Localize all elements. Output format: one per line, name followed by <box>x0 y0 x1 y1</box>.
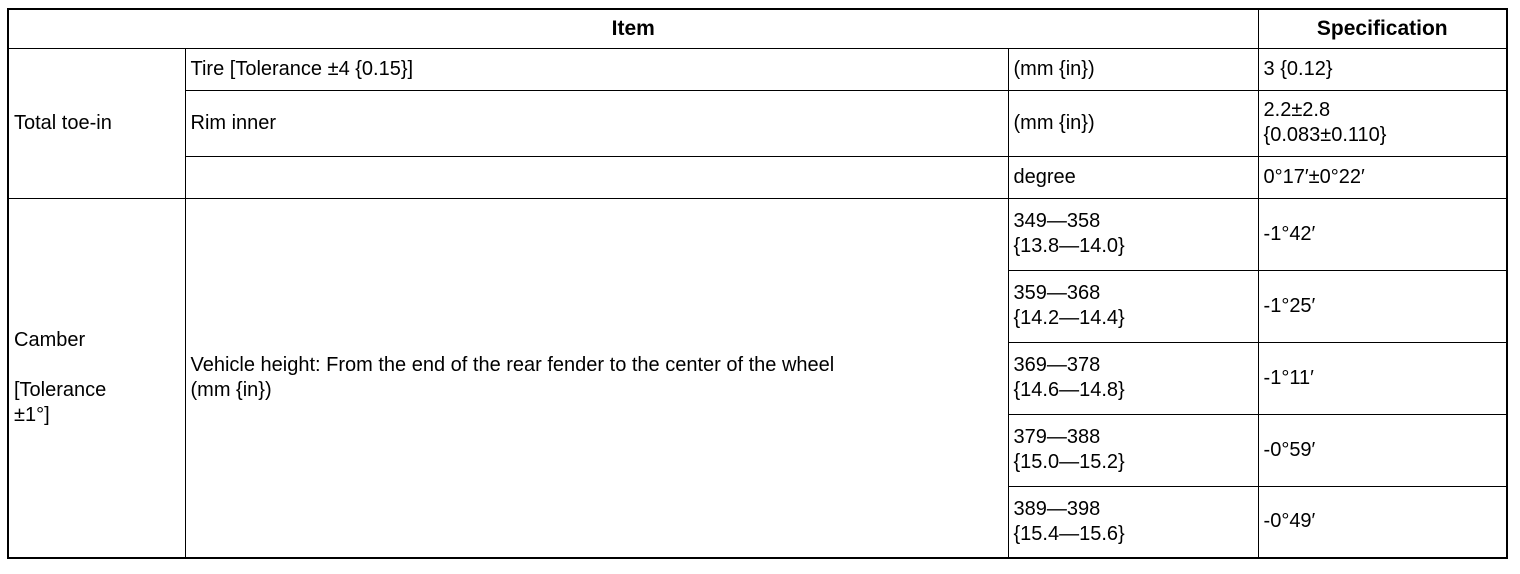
camber-range-cell <box>1008 486 1258 558</box>
rim-spec-line1: 2.2±2.8 <box>1263 99 1331 121</box>
camber-range: 349—358 <box>1013 210 1101 232</box>
camber-spec: -0°59′ <box>1258 414 1507 486</box>
camber-spec: -1°25′ <box>1258 270 1507 342</box>
camber-range-cell <box>1008 270 1258 342</box>
camber-label: Camber <box>14 328 86 351</box>
rim-item: Rim inner <box>185 90 1008 156</box>
rim-spec-line2: {0.083±0.110} <box>1263 124 1387 146</box>
camber-range: 389—398 <box>1013 497 1101 520</box>
camber-tolerance-line1: [Tolerance <box>14 378 107 401</box>
toe-in-rim-row <box>8 90 1507 156</box>
degree-spec: 0°17′±0°22′ <box>1258 156 1507 198</box>
camber-spec: -1°42′ <box>1258 198 1507 270</box>
camber-item-cell <box>185 198 1008 558</box>
camber-range-in: {14.6—14.8} <box>1013 379 1125 401</box>
tire-unit: (mm {in}) <box>1008 48 1258 90</box>
degree-unit: degree <box>1008 156 1258 198</box>
rim-spec <box>1258 90 1507 156</box>
camber-spec: -0°49′ <box>1258 486 1507 558</box>
camber-range-cell <box>1008 414 1258 486</box>
tire-item: Tire [Tolerance ±4 {0.15}] <box>185 48 1008 90</box>
camber-range: 379—388 <box>1013 426 1101 448</box>
toe-in-label: Total toe-in <box>8 48 185 198</box>
specification-header: Specification <box>1258 9 1507 48</box>
tire-spec: 3 {0.12} <box>1258 48 1507 90</box>
camber-range: 369—378 <box>1013 354 1101 376</box>
rim-unit: (mm {in}) <box>1008 90 1258 156</box>
specification-table <box>7 8 1508 559</box>
camber-range-in: {14.2—14.4} <box>1013 307 1125 329</box>
item-header: Item <box>8 9 1258 48</box>
degree-item <box>185 156 1008 198</box>
camber-label-gap <box>14 353 180 378</box>
camber-range-cell <box>1008 198 1258 270</box>
camber-range-in: {13.8—14.0} <box>1013 235 1125 257</box>
camber-item-line2: (mm {in}) <box>190 378 272 401</box>
camber-range: 359—368 <box>1013 282 1101 304</box>
camber-range-in: {15.0—15.2} <box>1013 451 1125 473</box>
header-row <box>8 9 1507 48</box>
camber-tolerance-line2: ±1°] <box>14 403 50 426</box>
camber-item-line1: Vehicle height: From the end of the rear fender to the center of the wheel <box>190 353 835 376</box>
camber-label-cell <box>8 198 185 558</box>
camber-range-in: {15.4—15.6} <box>1013 522 1125 545</box>
camber-spec: -1°11′ <box>1258 342 1507 414</box>
camber-row <box>8 198 1507 270</box>
camber-range-cell <box>1008 342 1258 414</box>
toe-in-degree-row <box>8 156 1507 198</box>
toe-in-tire-row <box>8 48 1507 90</box>
